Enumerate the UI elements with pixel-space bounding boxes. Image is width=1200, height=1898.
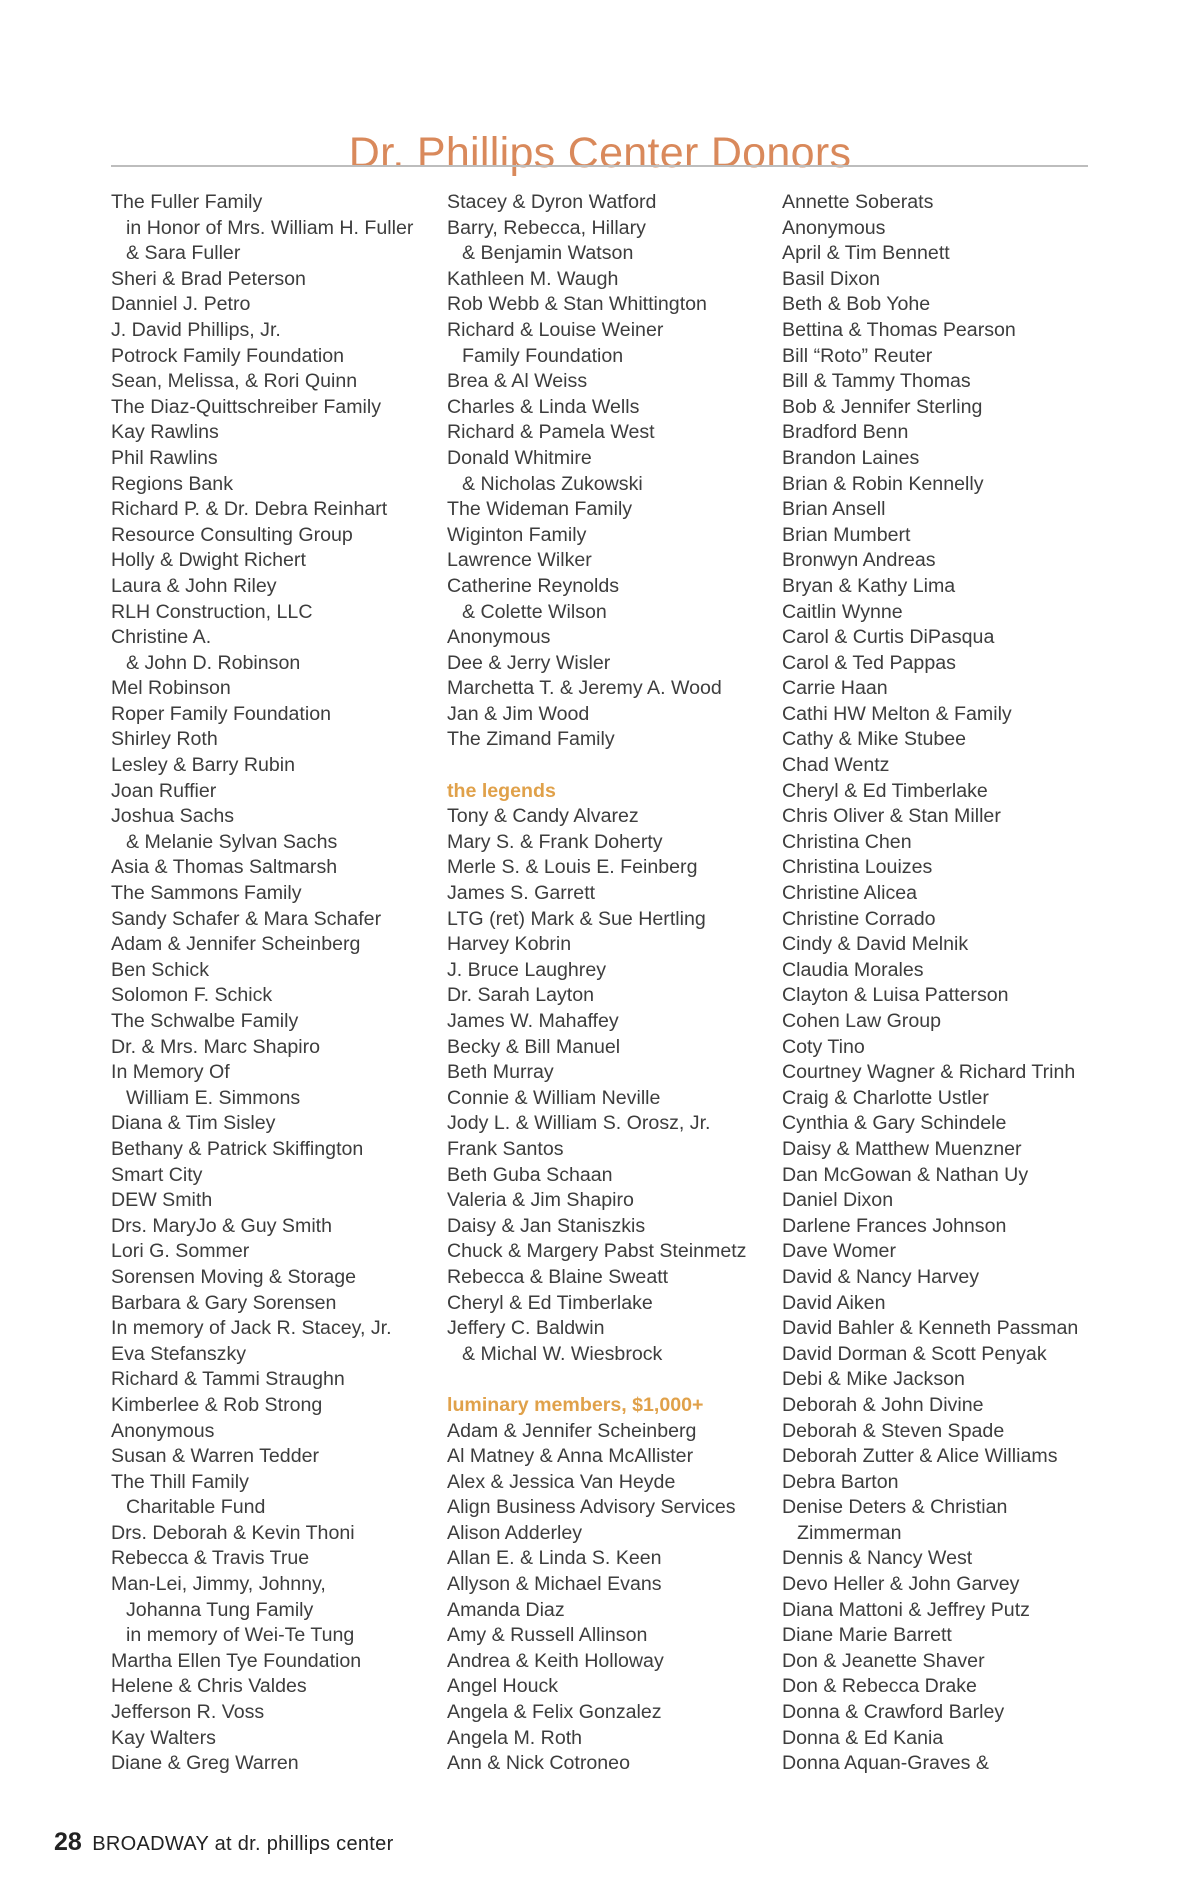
page-footer bbox=[54, 1828, 394, 1857]
donor-entry: Christina Louizes bbox=[782, 856, 933, 879]
donor-entry: Donna & Crawford Barley bbox=[782, 1701, 1005, 1724]
donor-entry: David Dorman & Scott Penyak bbox=[782, 1342, 1047, 1365]
donor-entry: Cathi HW Melton & Family bbox=[782, 702, 1012, 725]
donor-entry: Merle S. & Louis E. Feinberg bbox=[447, 856, 698, 879]
donor-entry: The Wideman Family bbox=[447, 498, 633, 521]
donor-entry: Laura & John Riley bbox=[111, 574, 277, 597]
donor-entry: Sandy Schafer & Mara Schafer bbox=[111, 907, 382, 930]
section-spacer bbox=[447, 753, 777, 779]
donor-entry: The Schwalbe Family bbox=[111, 1010, 299, 1032]
donor-entry: Diana & Tim Sisley bbox=[111, 1112, 276, 1135]
donor-entry: Susan & Warren Tedder bbox=[111, 1445, 320, 1468]
donor-entry: Mary S. & Frank Doherty bbox=[447, 830, 663, 853]
donor-entry: Coty Tino bbox=[782, 1035, 865, 1058]
donor-entry: Potrock Family Foundation bbox=[111, 344, 345, 367]
donor-entry: & Sara Fuller bbox=[126, 242, 241, 265]
donor-entry: Becky & Bill Manuel bbox=[447, 1035, 621, 1058]
donor-entry: Smart City bbox=[111, 1163, 203, 1186]
donor-entry: Sheri & Brad Peterson bbox=[111, 267, 306, 290]
donor-entry: Adam & Jennifer Scheinberg bbox=[447, 1419, 697, 1442]
donor-entry: Cynthia & Gary Schindele bbox=[782, 1112, 1007, 1135]
donor-entry: Bradford Benn bbox=[782, 421, 909, 444]
donor-entry: in memory of Wei-Te Tung bbox=[126, 1624, 355, 1647]
donor-entry: Annette Soberats bbox=[782, 191, 934, 213]
donor-entry: Cindy & David Melnik bbox=[782, 933, 969, 956]
donor-entry: & Melanie Sylvan Sachs bbox=[126, 830, 338, 853]
donor-entry: Dee & Jerry Wisler bbox=[447, 651, 611, 674]
donor-entry: Courtney Wagner & Richard Trinh bbox=[782, 1061, 1076, 1084]
publication-name: BROADWAY at dr. phillips center bbox=[92, 1833, 394, 1855]
donor-entry: Marchetta T. & Jeremy A. Wood bbox=[447, 677, 722, 700]
donor-entry: Barry, Rebecca, Hillary bbox=[447, 216, 646, 239]
donor-entry: Ann & Nick Cotroneo bbox=[447, 1752, 630, 1775]
donor-entry: Catherine Reynolds bbox=[447, 574, 620, 597]
donor-entry: Diana Mattoni & Jeffrey Putz bbox=[782, 1598, 1030, 1621]
donor-entry: Man-Lei, Jimmy, Johnny, bbox=[111, 1573, 326, 1596]
donor-entry: Holly & Dwight Richert bbox=[111, 549, 306, 572]
donor-entry: & Benjamin Watson bbox=[462, 242, 634, 265]
donor-entry: Brian Mumbert bbox=[782, 523, 911, 546]
donor-entry: William E. Simmons bbox=[126, 1086, 301, 1109]
donor-entry: J. Bruce Laughrey bbox=[447, 958, 607, 981]
donor-entry: Kay Rawlins bbox=[111, 421, 219, 444]
donor-entry: Beth Guba Schaan bbox=[447, 1163, 613, 1186]
donor-entry: Valeria & Jim Shapiro bbox=[447, 1189, 634, 1212]
donor-entry: Brea & Al Weiss bbox=[447, 370, 588, 393]
donor-entry: Bethany & Patrick Skiffington bbox=[111, 1137, 364, 1160]
donor-entry: RLH Construction, LLC bbox=[111, 600, 313, 623]
donor-entry: & Colette Wilson bbox=[462, 600, 607, 623]
donor-entry: Debi & Mike Jackson bbox=[782, 1368, 965, 1391]
donor-entry: Christine Alicea bbox=[782, 882, 918, 905]
donor-entry: Richard & Pamela West bbox=[447, 421, 655, 444]
donor-entry: Eva Stefanszky bbox=[111, 1342, 247, 1365]
donor-entry: Donna Aquan-Graves & bbox=[782, 1752, 989, 1775]
donor-entry: Adam & Jennifer Scheinberg bbox=[111, 933, 361, 956]
donor-entry: Donald Whitmire bbox=[447, 446, 592, 469]
donor-entry: James W. Mahaffey bbox=[447, 1010, 619, 1032]
donor-entry: Al Matney & Anna McAllister bbox=[447, 1445, 694, 1468]
donor-entry: The Zimand Family bbox=[447, 728, 615, 751]
donor-entry: Carol & Curtis DiPasqua bbox=[782, 626, 995, 649]
donor-entry: Alison Adderley bbox=[447, 1521, 583, 1544]
donor-entry: Anonymous bbox=[111, 1419, 215, 1442]
donor-entry: Caitlin Wynne bbox=[782, 600, 903, 623]
donor-entry: in Honor of Mrs. William H. Fuller bbox=[126, 216, 414, 239]
donor-entry: Richard P. & Dr. Debra Reinhart bbox=[111, 498, 388, 521]
donor-entry: Drs. MaryJo & Guy Smith bbox=[111, 1214, 333, 1237]
donor-entry: Deborah & Steven Spade bbox=[782, 1419, 1005, 1442]
donor-entry: Daisy & Matthew Muenzner bbox=[782, 1137, 1022, 1160]
donor-entry: Debra Barton bbox=[782, 1470, 899, 1493]
donor-entry: Lawrence Wilker bbox=[447, 549, 592, 572]
donor-entry: Christine A. bbox=[111, 626, 212, 649]
donor-entry: LTG (ret) Mark & Sue Hertling bbox=[447, 907, 706, 930]
donor-entry: Donna & Ed Kania bbox=[782, 1726, 944, 1749]
donor-entry: Lesley & Barry Rubin bbox=[111, 754, 296, 777]
donor-entry: Stacey & Dyron Watford bbox=[447, 191, 657, 213]
donor-entry: April & Tim Bennett bbox=[782, 242, 950, 265]
donor-entry: Deborah & John Divine bbox=[782, 1393, 984, 1416]
donor-entry: Beth Murray bbox=[447, 1061, 554, 1084]
donor-entry: Carrie Haan bbox=[782, 677, 888, 700]
donor-entry: Bettina & Thomas Pearson bbox=[782, 318, 1016, 341]
donor-entry: Cheryl & Ed Timberlake bbox=[782, 779, 988, 802]
donor-entry: Drs. Deborah & Kevin Thoni bbox=[111, 1521, 355, 1544]
donor-entry: Solomon F. Schick bbox=[111, 984, 273, 1007]
section-heading: luminary members, $1,000+ bbox=[447, 1393, 704, 1416]
donor-entry: Kay Walters bbox=[111, 1726, 216, 1749]
donor-entry: Mel Robinson bbox=[111, 677, 231, 700]
donor-entry: Anonymous bbox=[782, 216, 886, 239]
donor-entry: Allan E. & Linda S. Keen bbox=[447, 1547, 662, 1570]
donor-entry: Bryan & Kathy Lima bbox=[782, 574, 956, 597]
donor-entry: Tony & Candy Alvarez bbox=[447, 805, 639, 828]
donor-entry: Roper Family Foundation bbox=[111, 702, 331, 725]
donor-column-3 bbox=[782, 190, 1112, 1777]
donor-entry: Barbara & Gary Sorensen bbox=[111, 1291, 337, 1314]
donor-entry: Resource Consulting Group bbox=[111, 523, 353, 546]
donor-entry: Deborah Zutter & Alice Williams bbox=[782, 1445, 1058, 1468]
donor-entry: David Aiken bbox=[782, 1291, 886, 1314]
donor-entry: James S. Garrett bbox=[447, 882, 596, 905]
donor-entry: Family Foundation bbox=[462, 344, 624, 367]
donor-entry: Zimmerman bbox=[797, 1521, 902, 1544]
donor-entry: Jeffery C. Baldwin bbox=[447, 1317, 605, 1340]
donor-entry: Jan & Jim Wood bbox=[447, 702, 590, 725]
donor-entry: Basil Dixon bbox=[782, 267, 881, 290]
donor-entry: Danniel J. Petro bbox=[111, 293, 251, 316]
donor-column-1 bbox=[111, 190, 441, 1777]
donor-entry: & John D. Robinson bbox=[126, 651, 301, 674]
donor-entry: Allyson & Michael Evans bbox=[447, 1573, 662, 1596]
donor-entry: Don & Rebecca Drake bbox=[782, 1675, 977, 1698]
donor-entry: Cathy & Mike Stubee bbox=[782, 728, 967, 751]
donor-entry: Diane Marie Barrett bbox=[782, 1624, 952, 1647]
donor-entry: David Bahler & Kenneth Passman bbox=[782, 1317, 1079, 1340]
donor-entry: Denise Deters & Christian bbox=[782, 1496, 1008, 1519]
donor-entry: Chuck & Margery Pabst Steinmetz bbox=[447, 1240, 747, 1263]
donor-entry: Brian & Robin Kennelly bbox=[782, 472, 984, 495]
donor-entry: Richard & Louise Weiner bbox=[447, 318, 664, 341]
donor-entry: Alex & Jessica Van Heyde bbox=[447, 1470, 676, 1493]
donor-entry: Bronwyn Andreas bbox=[782, 549, 936, 572]
donor-entry: Beth & Bob Yohe bbox=[782, 293, 931, 316]
donor-entry: Align Business Advisory Services bbox=[447, 1496, 736, 1519]
donor-column-2 bbox=[447, 190, 777, 1777]
donor-entry: The Diaz-Quittschreiber Family bbox=[111, 395, 382, 418]
donor-entry: DEW Smith bbox=[111, 1189, 213, 1212]
donor-entry: Anonymous bbox=[447, 626, 551, 649]
page-title: Dr. Phillips Center Donors bbox=[348, 128, 852, 177]
donor-entry: Andrea & Keith Holloway bbox=[447, 1649, 664, 1672]
donor-entry: Harvey Kobrin bbox=[447, 933, 572, 956]
donor-entry: The Fuller Family bbox=[111, 191, 263, 213]
donor-entry: Richard & Tammi Straughn bbox=[111, 1368, 345, 1391]
donor-entry: The Sammons Family bbox=[111, 882, 302, 905]
donor-entry: Lori G. Sommer bbox=[111, 1240, 250, 1263]
donor-entry: Kathleen M. Waugh bbox=[447, 267, 619, 290]
donor-entry: Wiginton Family bbox=[447, 523, 587, 546]
donor-entry: Angela & Felix Gonzalez bbox=[447, 1701, 662, 1724]
donor-entry: The Thill Family bbox=[111, 1470, 249, 1493]
donor-entry: Carol & Ted Pappas bbox=[782, 651, 956, 674]
donor-entry: Daniel Dixon bbox=[782, 1189, 894, 1212]
donor-entry: Chad Wentz bbox=[782, 754, 890, 777]
donor-entry: Joan Ruffier bbox=[111, 779, 217, 802]
donor-entry: Chris Oliver & Stan Miller bbox=[782, 805, 1001, 828]
donor-entry: Phil Rawlins bbox=[111, 446, 218, 469]
donor-entry: & Nicholas Zukowski bbox=[462, 472, 643, 495]
donor-entry: David & Nancy Harvey bbox=[782, 1265, 980, 1288]
donor-entry: Daisy & Jan Staniszkis bbox=[447, 1214, 646, 1237]
donor-entry: Sorensen Moving & Storage bbox=[111, 1265, 357, 1288]
donor-entry: Brian Ansell bbox=[782, 498, 886, 521]
donor-entry: Bill & Tammy Thomas bbox=[782, 370, 971, 393]
section-spacer bbox=[447, 1367, 777, 1393]
donor-entry: Amanda Diaz bbox=[447, 1598, 565, 1621]
donor-entry: Regions Bank bbox=[111, 472, 233, 495]
donor-entry: Charles & Linda Wells bbox=[447, 395, 640, 418]
donor-entry: Christina Chen bbox=[782, 830, 912, 853]
donor-entry: Martha Ellen Tye Foundation bbox=[111, 1649, 362, 1672]
donor-entry: J. David Phillips, Jr. bbox=[111, 318, 281, 341]
donor-entry: Johanna Tung Family bbox=[126, 1598, 314, 1621]
donor-entry: Shirley Roth bbox=[111, 728, 218, 751]
title-divider bbox=[111, 165, 1088, 167]
donor-entry: Sean, Melissa, & Rori Quinn bbox=[111, 370, 358, 393]
donor-entry: Jefferson R. Voss bbox=[111, 1701, 265, 1724]
donor-entry: Rebecca & Travis True bbox=[111, 1547, 310, 1570]
donor-entry: Darlene Frances Johnson bbox=[782, 1214, 1007, 1237]
donor-entry: In memory of Jack R. Stacey, Jr. bbox=[111, 1317, 392, 1340]
donor-entry: Dennis & Nancy West bbox=[782, 1547, 973, 1570]
donor-entry: Cohen Law Group bbox=[782, 1010, 942, 1032]
donor-entry: Connie & William Neville bbox=[447, 1086, 661, 1109]
donor-entry: Craig & Charlotte Ustler bbox=[782, 1086, 989, 1109]
donor-entry: Cheryl & Ed Timberlake bbox=[447, 1291, 653, 1314]
donor-entry: Dan McGowan & Nathan Uy bbox=[782, 1163, 1029, 1186]
donor-entry: Bob & Jennifer Sterling bbox=[782, 395, 983, 418]
donor-entry: Diane & Greg Warren bbox=[111, 1752, 299, 1775]
donor-entry: Helene & Chris Valdes bbox=[111, 1675, 307, 1698]
donor-entry: Don & Jeanette Shaver bbox=[782, 1649, 985, 1672]
donor-entry: Clayton & Luisa Patterson bbox=[782, 984, 1009, 1007]
donor-entry: Charitable Fund bbox=[126, 1496, 266, 1519]
donor-entry: Claudia Morales bbox=[782, 958, 924, 981]
donor-entry: Kimberlee & Rob Strong bbox=[111, 1393, 323, 1416]
donor-entry: Jody L. & William S. Orosz, Jr. bbox=[447, 1112, 711, 1135]
donor-entry: Christine Corrado bbox=[782, 907, 936, 930]
donor-entry: Joshua Sachs bbox=[111, 805, 235, 828]
section-heading: the legends bbox=[447, 779, 556, 802]
donor-entry: Angela M. Roth bbox=[447, 1726, 583, 1749]
donor-entry: Amy & Russell Allinson bbox=[447, 1624, 648, 1647]
donor-entry: Devo Heller & John Garvey bbox=[782, 1573, 1020, 1596]
donor-entry: Angel Houck bbox=[447, 1675, 559, 1698]
donor-entry: Bill “Roto” Reuter bbox=[782, 344, 933, 367]
donor-entry: Dave Womer bbox=[782, 1240, 896, 1263]
donor-entry: Dr. & Mrs. Marc Shapiro bbox=[111, 1035, 321, 1058]
page-number: 28 bbox=[54, 1828, 82, 1856]
donor-entry: Ben Schick bbox=[111, 958, 210, 981]
donor-entry: Dr. Sarah Layton bbox=[447, 984, 595, 1007]
donor-entry: Brandon Laines bbox=[782, 446, 920, 469]
donor-entry: Rob Webb & Stan Whittington bbox=[447, 293, 707, 316]
donor-entry: & Michal W. Wiesbrock bbox=[462, 1342, 663, 1365]
donor-entry: In Memory Of bbox=[111, 1061, 230, 1084]
donor-entry: Frank Santos bbox=[447, 1137, 564, 1160]
donor-entry: Asia & Thomas Saltmarsh bbox=[111, 856, 338, 879]
donor-entry: Rebecca & Blaine Sweatt bbox=[447, 1265, 669, 1288]
